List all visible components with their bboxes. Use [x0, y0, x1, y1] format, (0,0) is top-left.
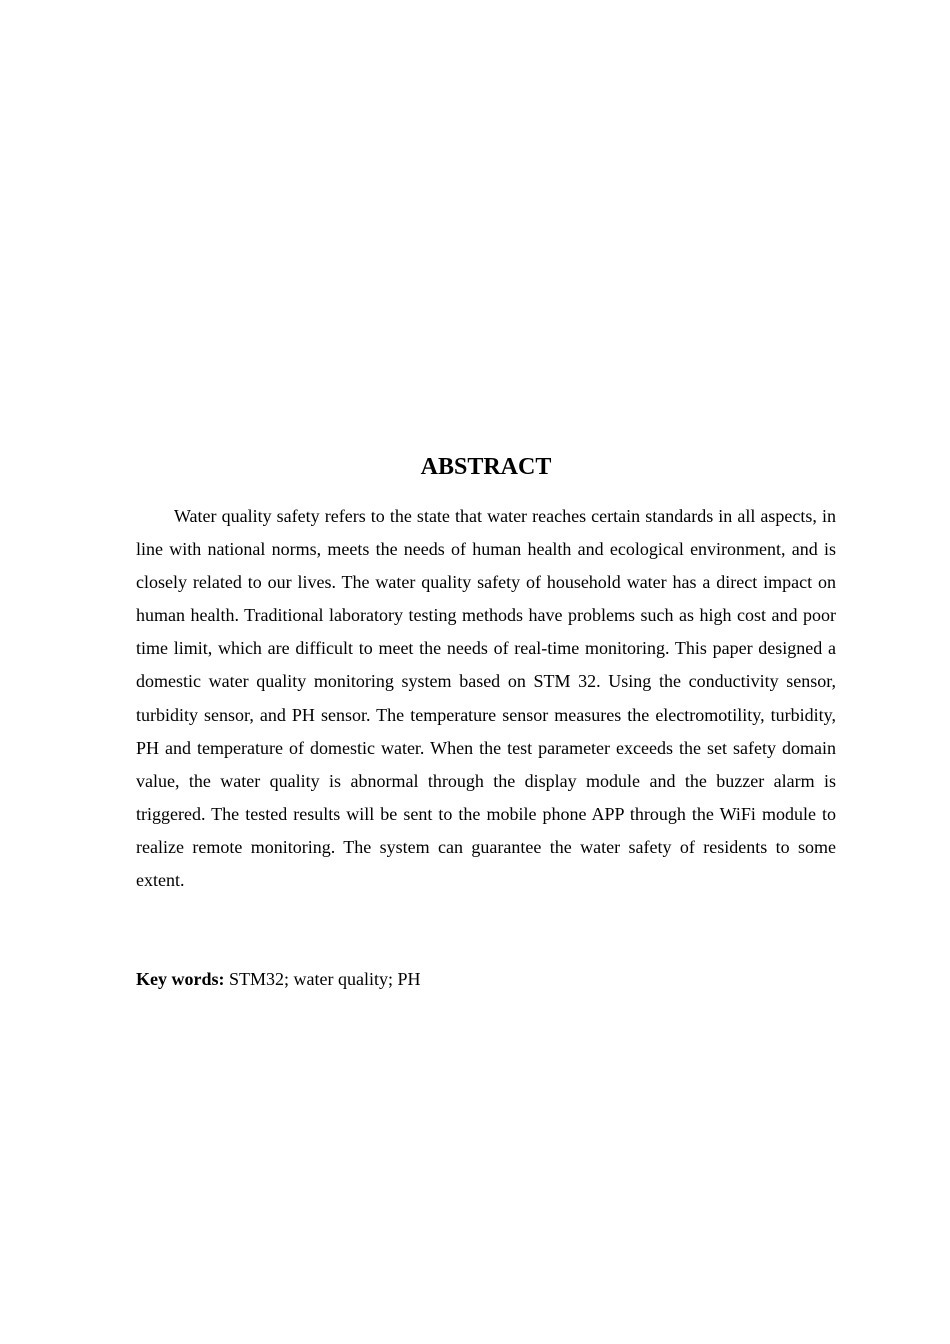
keywords-value: STM32; water quality; PH — [229, 969, 421, 989]
keywords-line — [136, 964, 421, 994]
abstract-paragraph: Water quality safety refers to the state that water reaches certain standards in all aspects, in line with national norms, meets the needs of human health and ecological environment, and is closely related to our lives. The water quality safety of household water has a direct impact on human health. Traditional laboratory testing methods have problems such as high cost and poor time limit, which are difficult to meet the needs of real-time monitoring. This paper designed a domestic water quality monitoring system based on STM 32. Using the conductivity sensor, turbidity sensor, and PH sensor. The temperature sensor measures the electromotility, turbidity, PH and temperature of domestic water. When the test parameter exceeds the set safety domain value, the water quality is abnormal through the display module and the buzzer alarm is triggered. The tested results will be sent to the mobile phone APP through the WiFi module to realize remote monitoring. The system can guarantee the water safety of residents to some extent. — [136, 506, 836, 891]
keywords-label: Key words: — [136, 969, 225, 989]
abstract-heading: ABSTRACT — [420, 454, 552, 480]
